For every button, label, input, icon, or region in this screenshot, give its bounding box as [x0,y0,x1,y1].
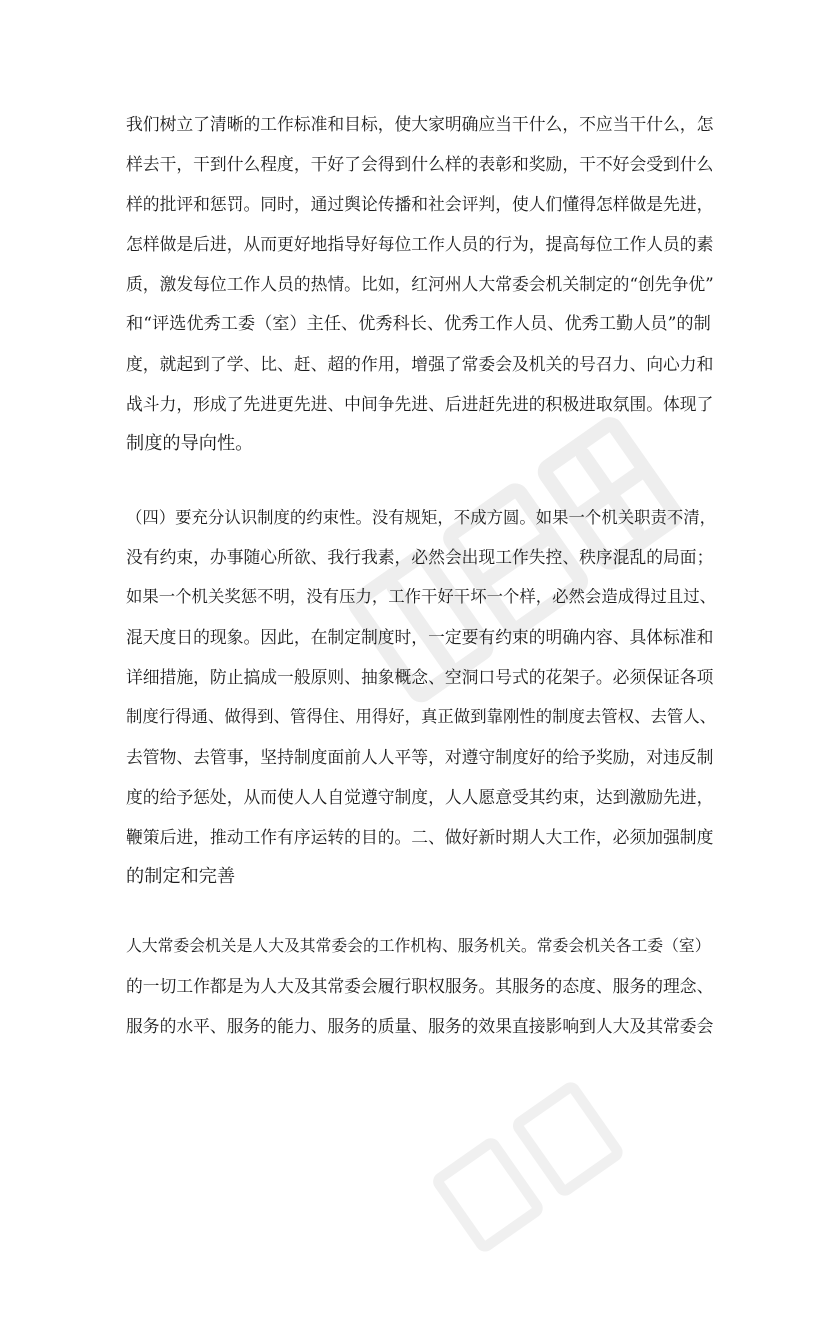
text-line: 样去干，干到什么程度，干好了会得到什么样的表彰和奖励，干不好会受到什么 [126,154,714,174]
text-line: 去管物、去管事，坚持制度面前人人平等，对遵守制度好的给予奖励，对违反制 [126,747,714,767]
text-line: （四）要充分认识制度的约束性。没有规矩，不成方圆。如果一个机关职责不清， [126,508,717,527]
text-line: 混天度日的现象。因此，在制定制度时，一定要有约束的明确内容、具体标准和 [126,627,714,647]
text-line: 制度行得通、做得到、管得住、用得好，真正做到靠刚性的制度去管权、去管人、 [126,707,717,726]
text-line: 度，就起到了学、比、赶、超的作用，增强了常委会及机关的号召力、向心力和 [126,354,714,374]
text-line: 人大常委会机关是人大及其常委会的工作机构、服务机关。常委会机关各工委（室） [126,936,711,955]
text-line: 服务的水平、服务的能力、服务的质量、服务的效果直接影响到人大及其常委会 [126,1016,714,1036]
text-line: 如果一个机关奖惩不明，没有压力，工作干好干坏一个样，必然会造成得过且过、 [126,587,717,606]
text-line: 和“评选优秀工委（室）主任、优秀科长、优秀工作人员、优秀工勤人员”的制 [126,314,711,334]
text-line: 的一切工作都是为人大及其常委会履行职权服务。其服务的态度、服务的理念、 [126,976,714,996]
text-line: 战斗力，形成了先进更先进、中间争先进、后进赶先进的积极进取氛围。体现了 [126,394,714,414]
text-line: 怎样做是后进，从而更好地指导好每位工作人员的行为，提高每位工作人员的素 [126,234,714,254]
text-line: 的制定和完善 [126,866,236,887]
text-line: 样的批评和惩罚。同时，通过舆论传播和社会评判，使人们懂得怎样做是先进， [126,194,714,214]
text-line: 没有约束，办事随心所欲、我行我素，必然会出现工作失控、秩序混乱的局面； [126,547,714,567]
text-line: 鞭策后进，推动工作有序运转的目的。二、做好新时期人大工作，必须加强制度 [126,827,714,847]
text-line: 度的给予惩处，从而使人人自觉遵守制度，人人愿意受其约束，达到激励先进， [126,787,714,807]
text-line: 详细措施，防止搞成一般原则、抽象概念、空洞口号式的花架子。必须保证各项 [126,667,714,687]
watermark-stamp-icon [380,1020,680,1320]
text-line: 制度的导向性。 [126,433,254,454]
text-line: 我们树立了清晰的工作标准和目标，使大家明确应当干什么，不应当干什么，怎 [126,114,714,134]
text-line: 质，激发每位工作人员的热情。比如，红河州人大常委会机关制定的“创先争优” [126,274,714,294]
